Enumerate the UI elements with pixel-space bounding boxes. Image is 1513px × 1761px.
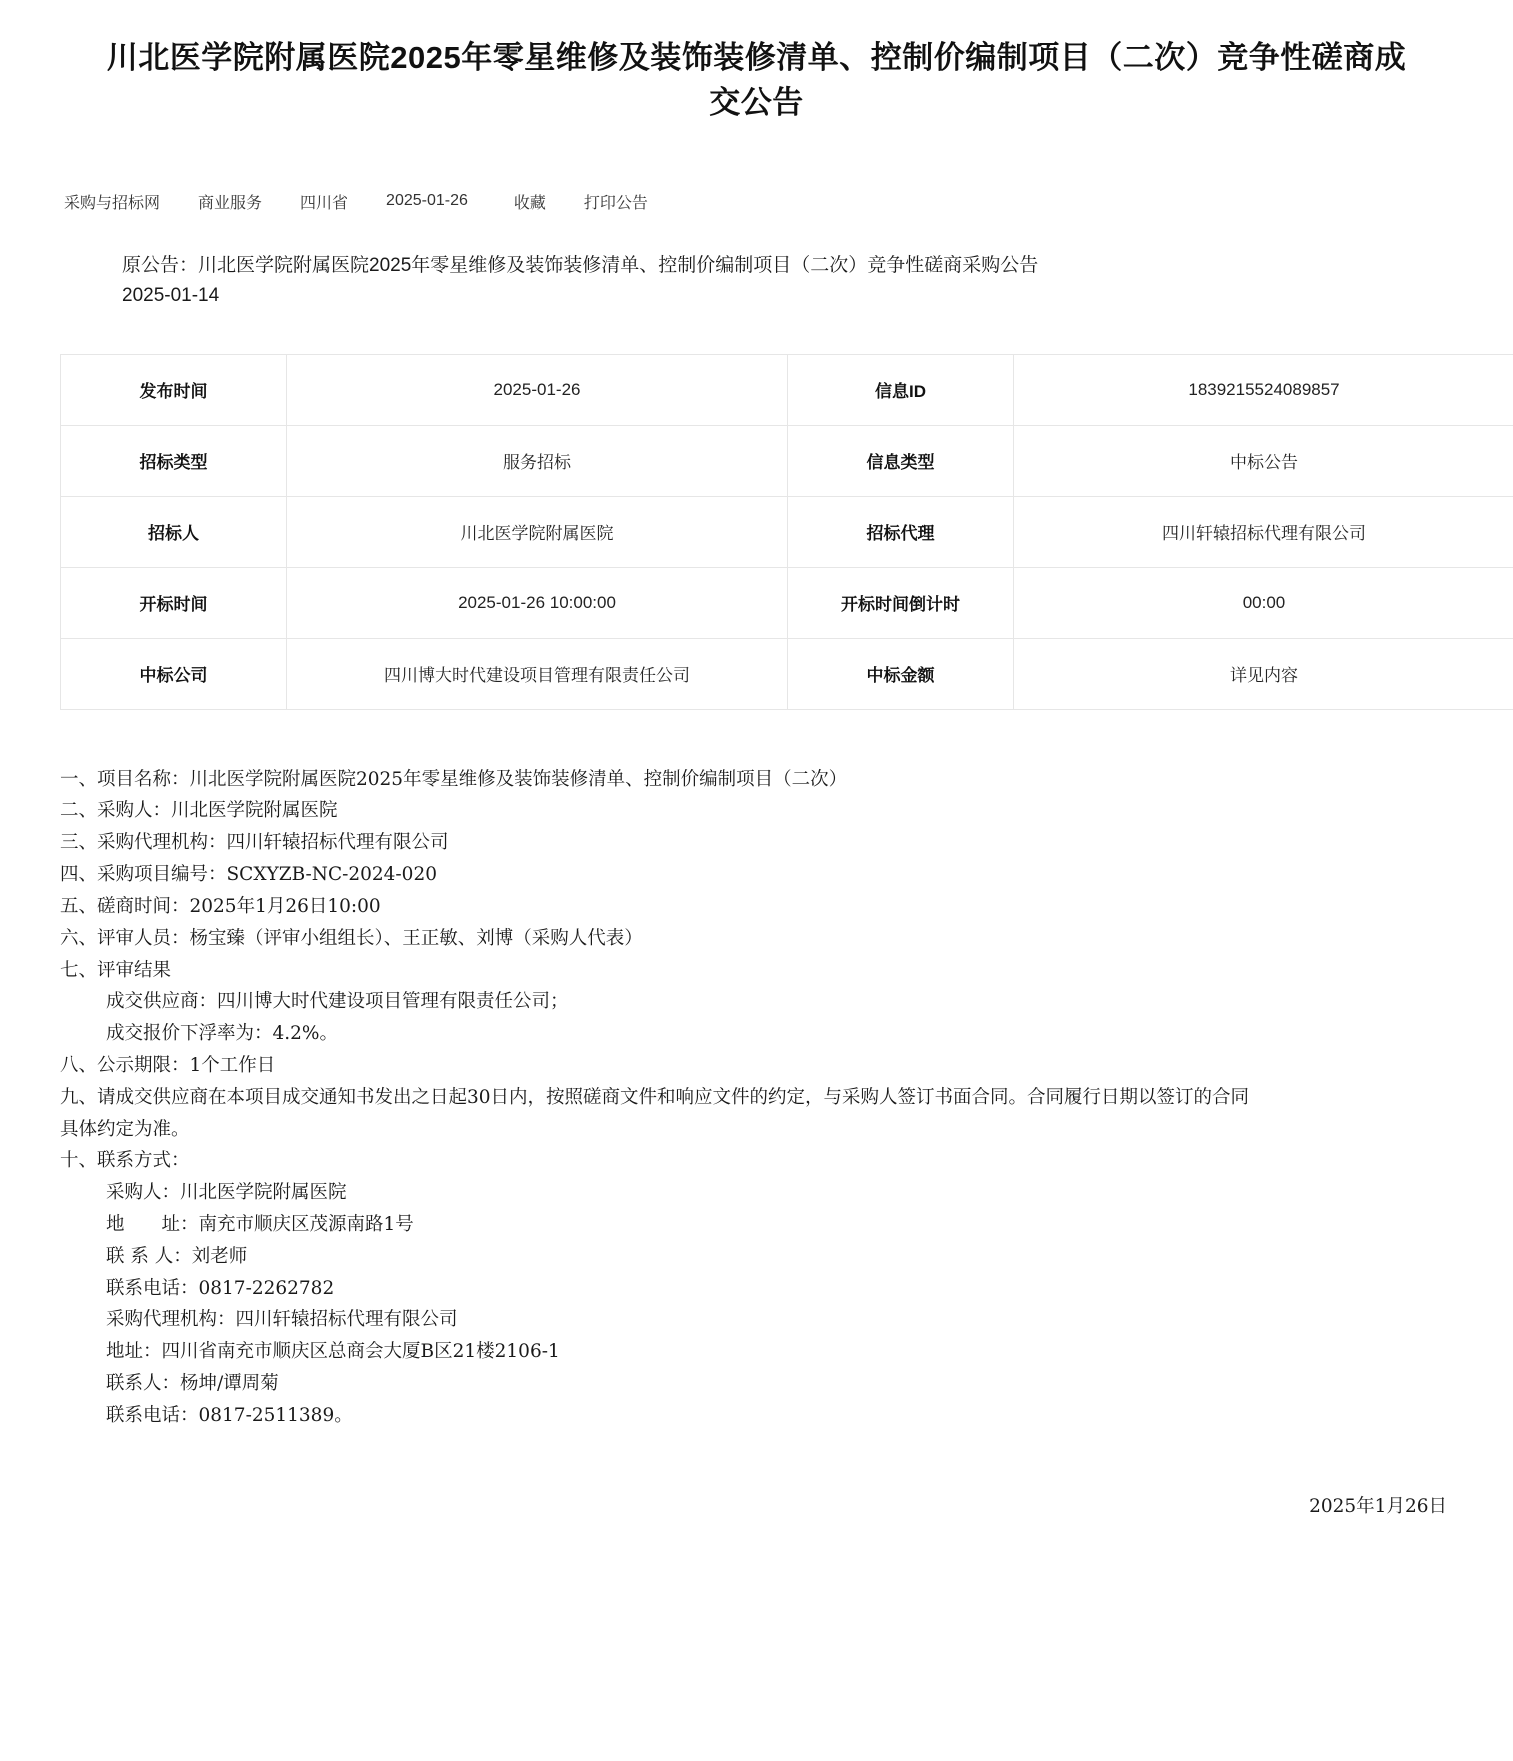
body-line-purchaser: 二、采购人：川北医学院附属医院 — [60, 800, 338, 822]
meta-region[interactable]: 四川省 — [300, 194, 349, 212]
contact-agency: 采购代理机构：四川轩辕招标代理有限公司 — [106, 1309, 458, 1331]
info-label: 招标代理 — [788, 496, 1014, 567]
original-notice-date: 2025-01-14 — [122, 285, 220, 307]
contact-purchaser: 采购人：川北医学院附属医院 — [106, 1182, 347, 1204]
info-value: 2025-01-26 10:00:00 — [287, 567, 788, 638]
announcement-body — [60, 764, 1453, 1432]
original-notice-link[interactable]: 川北医学院附属医院2025年零星维修及装饰装修清单、控制价编制项目（二次）竞争性磋商采购公告 — [198, 254, 1039, 276]
info-label: 招标人 — [61, 496, 287, 567]
contact-agency-phone: 联系电话：0817-2511389。 — [106, 1404, 353, 1426]
contact-person: 联 系 人：刘老师 — [106, 1245, 248, 1267]
countdown-value: 00:00 — [1014, 567, 1513, 638]
info-value: 2025-01-26 — [287, 354, 788, 425]
info-label: 信息类型 — [788, 425, 1014, 496]
info-label: 招标类型 — [61, 425, 287, 496]
meta-category[interactable]: 商业服务 — [198, 194, 263, 212]
table-row — [61, 425, 1513, 496]
info-table — [60, 354, 1513, 710]
info-label: 开标时间 — [61, 567, 287, 638]
body-line-publicity-period: 八、公示期限：1个工作日 — [60, 1054, 276, 1076]
body-line-reviewers: 六、评审人员：杨宝臻（评审小组组长）、王正敏、刘博（采购人代表） — [60, 927, 643, 949]
info-value: 服务招标 — [287, 425, 788, 496]
body-line-project-number: 四、采购项目编号：SCXYZB-NC-2024-020 — [60, 864, 437, 886]
meta-source[interactable]: 采购与招标网 — [64, 194, 161, 212]
meta-date: 2025-01-26 — [386, 192, 468, 210]
info-value: 川北医学院附属医院 — [287, 496, 788, 567]
page-title: 川北医学院附属医院2025年零星维修及装饰装修清单、控制价编制项目（二次）竞争性磋商成交公告 — [106, 40, 1407, 120]
meta-bar — [60, 190, 1453, 213]
table-row — [61, 638, 1513, 709]
info-label: 发布时间 — [61, 354, 287, 425]
contact-address: 地 址：南充市顺庆区茂源南路1号 — [106, 1214, 414, 1236]
info-value: 中标公告 — [1014, 425, 1513, 496]
favorite-button[interactable]: 收藏 — [513, 194, 546, 212]
table-row — [61, 496, 1513, 567]
info-value: 四川博大时代建设项目管理有限责任公司 — [287, 638, 788, 709]
print-button[interactable]: 打印公告 — [583, 194, 648, 212]
original-notice-prefix: 原公告： — [122, 254, 199, 276]
contact-phone: 联系电话：0817-2262782 — [106, 1277, 335, 1299]
body-line-contract-terms-cont: 具体约定为准。 — [60, 1118, 190, 1140]
info-value: 详见内容 — [1014, 638, 1513, 709]
body-line-negotiation-time: 五、磋商时间：2025年1月26日10:00 — [60, 895, 381, 917]
body-line-contract-terms: 九、请成交供应商在本项目成交通知书发出之日起30日内，按照磋商文件和响应文件的约定，与采购人签订书面合同。合同履行日期以签订的合同 — [60, 1086, 1250, 1108]
info-label: 信息ID — [788, 354, 1014, 425]
body-line-contact-heading: 十、联系方式： — [60, 1150, 190, 1172]
contact-agency-person: 联系人：杨坤/谭周菊 — [106, 1373, 279, 1395]
body-line-project-name: 一、项目名称：川北医学院附属医院2025年零星维修及装饰装修清单、控制价编制项目（二次） — [60, 768, 848, 790]
info-label: 中标公司 — [61, 638, 287, 709]
body-line-winning-supplier: 成交供应商：四川博大时代建设项目管理有限责任公司； — [106, 991, 569, 1013]
footer-date: 2025年1月26日 — [1309, 1495, 1447, 1517]
table-row — [61, 567, 1513, 638]
info-label: 中标金额 — [788, 638, 1014, 709]
table-row — [61, 354, 1513, 425]
original-notice — [60, 251, 1453, 312]
contact-agency-address: 地址：四川省南充市顺庆区总商会大厦B区21楼2106-1 — [106, 1341, 560, 1363]
info-value: 1839215524089857 — [1014, 354, 1513, 425]
body-line-review-result: 七、评审结果 — [60, 959, 172, 981]
info-label: 开标时间倒计时 — [788, 567, 1014, 638]
info-value: 四川轩辕招标代理有限公司 — [1014, 496, 1513, 567]
body-line-discount-rate: 成交报价下浮率为：4.2%。 — [106, 1023, 339, 1045]
body-line-agency: 三、采购代理机构：四川轩辕招标代理有限公司 — [60, 832, 449, 854]
